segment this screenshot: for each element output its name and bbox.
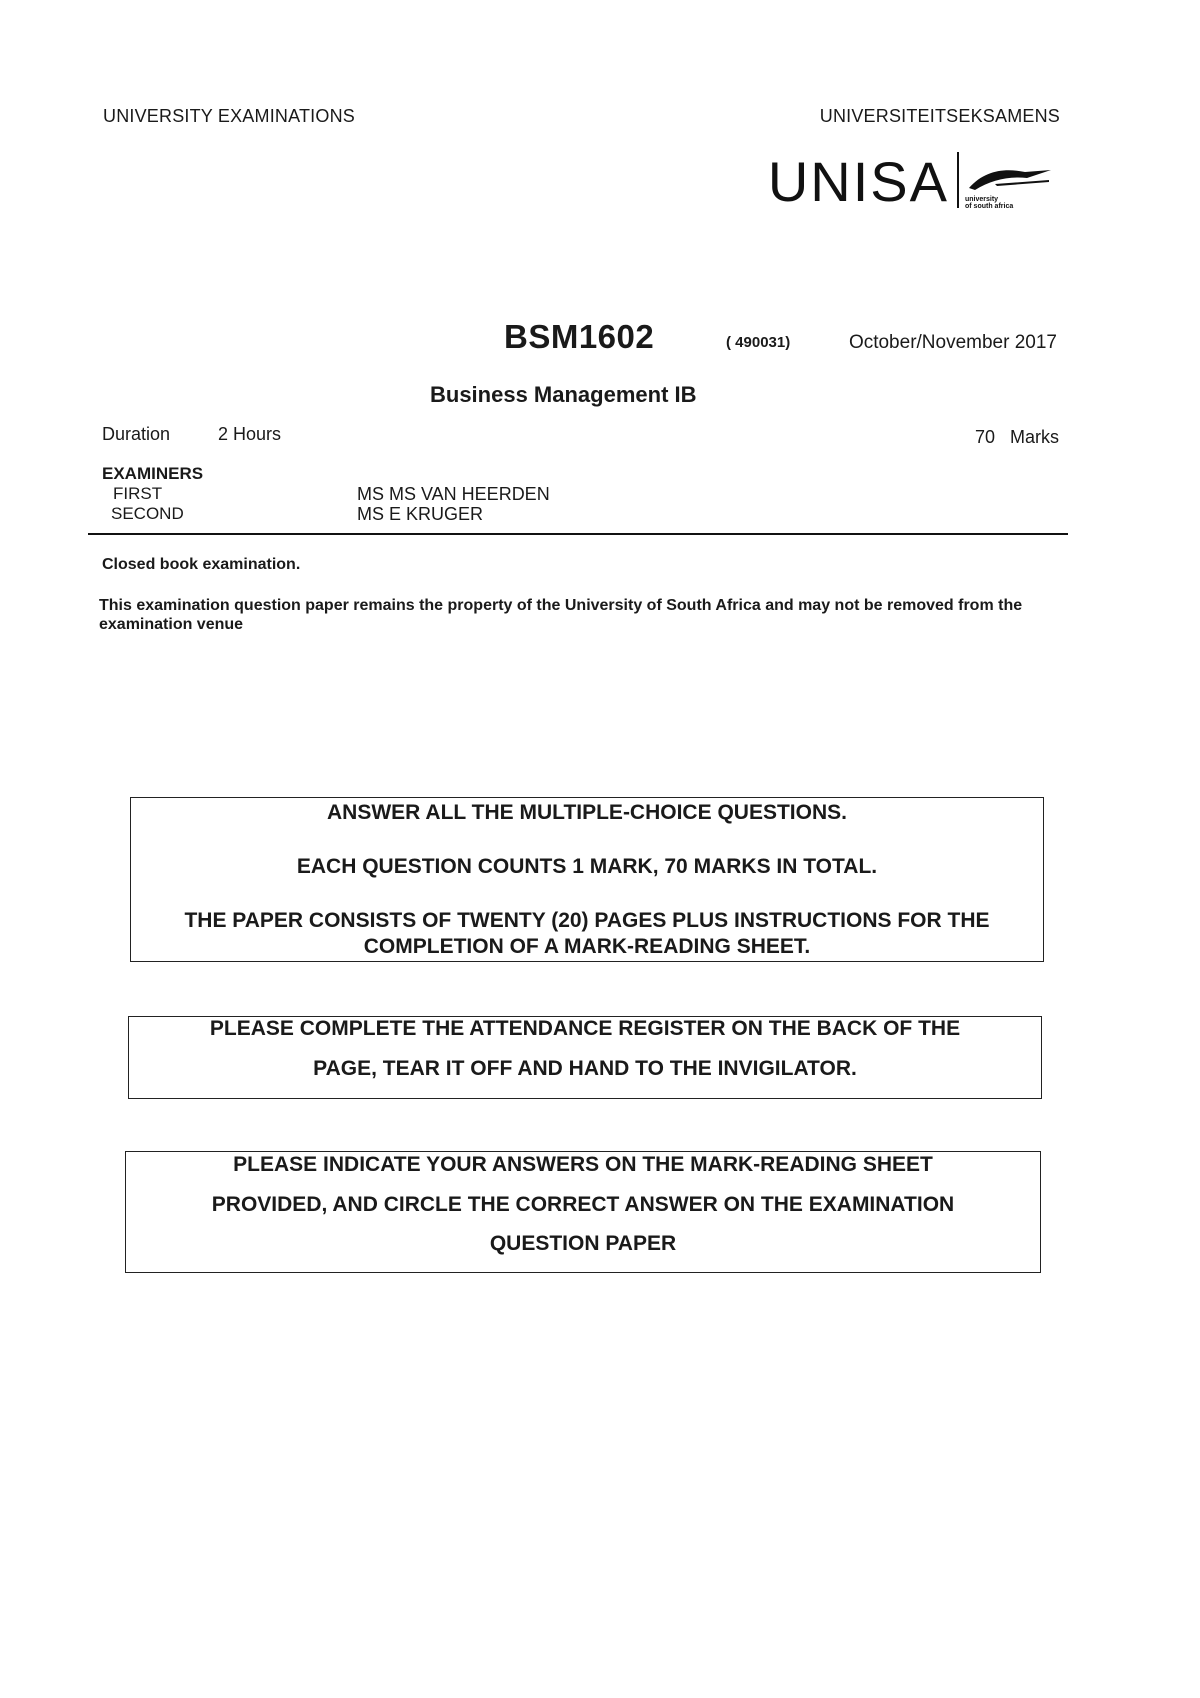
logo-wordmark: UNISA [767,150,949,213]
total-marks: 70 Marks [974,427,1059,447]
closed-book-note: Closed book examination. [102,556,301,573]
duration-value: 2 Hours [218,424,282,444]
first-examiner-label: FIRST [113,484,163,503]
module-code: BSM1602 [504,318,655,355]
instruction-line: PLEASE INDICATE YOUR ANSWERS ON THE MARK-READING SHEET [233,1153,933,1176]
module-title: Business Management IB [430,382,697,407]
logo-sub-line2: of south africa [965,203,1014,210]
second-examiner-label: SECOND [111,504,184,523]
logo-divider [957,152,959,208]
examiners-heading: EXAMINERS [102,464,204,483]
instruction-line: PROVIDED, AND CIRCLE THE CORRECT ANSWER ON THE EXAMINATION [211,1193,955,1216]
instructions-box-mark-reading [125,1151,1041,1273]
instruction-line: EACH QUESTION COUNTS 1 MARK, 70 MARKS IN TOTAL. [296,855,878,878]
instruction-line: THE PAPER CONSISTS OF TWENTY (20) PAGES PLUS INSTRUCTIONS FOR THE COMPLETION OF A MARK-READING SHEET. [184,909,990,958]
duration-label: Duration [102,424,171,444]
logo-sub-line1: university [965,196,999,203]
header-universiteitseksamens: UNIVERSITEITSEKSAMENS [819,106,1060,126]
instruction-line: PLEASE COMPLETE THE ATTENDANCE REGISTER ON THE BACK OF THE [209,1017,961,1040]
header-divider [88,533,1068,535]
instruction-line: QUESTION PAPER [489,1232,677,1255]
header-university-examinations: UNIVERSITY EXAMINATIONS [103,106,355,126]
second-examiner-name: MS E KRUGER [357,504,484,524]
property-note: This examination question paper remains the property of the University of South Africa and may not be removed from the examination venue [99,597,1023,633]
instructions-box-answers [130,797,1044,962]
instruction-line: ANSWER ALL THE MULTIPLE-CHOICE QUESTIONS. [327,801,847,824]
unisa-logo-icon [965,154,1053,210]
unisa-logo [767,148,1053,213]
instructions-box-attendance [128,1016,1042,1099]
paper-number: ( 490031) [726,334,791,351]
first-examiner-name: MS MS VAN HEERDEN [357,484,550,504]
instruction-line: PAGE, TEAR IT OFF AND HAND TO THE INVIGILATOR. [313,1057,857,1080]
exam-session: October/November 2017 [848,332,1057,353]
